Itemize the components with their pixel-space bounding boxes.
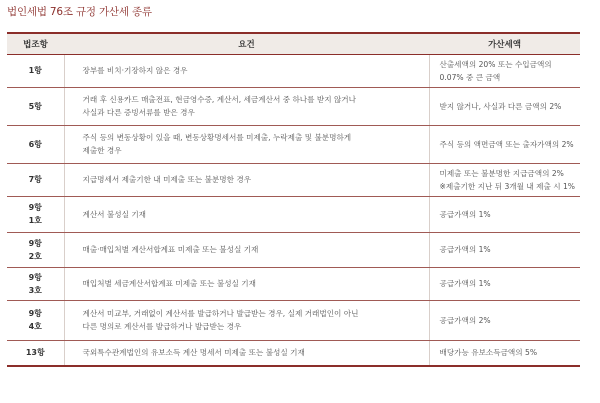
table-row bbox=[7, 54, 580, 87]
penalty-text: 공급가액의 1% bbox=[439, 279, 491, 288]
table-row bbox=[7, 125, 580, 163]
penalty-text: 배당가능 유보소득금액의 5% bbox=[439, 348, 538, 358]
penalty-cell bbox=[429, 54, 580, 87]
penalty-table bbox=[7, 32, 580, 367]
header-penalty: 가산세액 bbox=[429, 33, 580, 54]
requirement-text: 사실과 다른 증빙서류를 받은 경우 bbox=[82, 108, 195, 117]
penalty-text: 주식 등의 액면금액 또는 출자가액의 2% bbox=[439, 139, 574, 149]
page-title: 법인세법 76조 규정 가산세 종류 bbox=[7, 6, 152, 18]
penalty-text: 공급가액의 2% bbox=[439, 315, 491, 325]
article-cell bbox=[7, 163, 64, 196]
table-row bbox=[7, 340, 580, 366]
requirement-text: 계산서 미교부, 거래없이 계산서를 발급하거나 발급받는 경우, 실제 거래법인이 아닌 bbox=[82, 309, 359, 318]
article-text: 13항 bbox=[25, 348, 45, 358]
requirement-text: 매출·매입처별 계산서합계표 미제출 또는 불성실 기재 bbox=[82, 245, 259, 254]
table-row bbox=[7, 267, 580, 300]
table-row bbox=[7, 196, 580, 232]
article-text: 2호 bbox=[28, 251, 42, 261]
requirement-cell bbox=[64, 87, 429, 125]
requirement-text: 장부를 비치·기장하지 않은 경우 bbox=[82, 66, 188, 75]
article-cell bbox=[7, 125, 64, 163]
requirement-cell bbox=[64, 340, 429, 366]
article-cell bbox=[7, 87, 64, 125]
table-row bbox=[7, 300, 580, 340]
table-row bbox=[7, 232, 580, 267]
article-text: 1항 bbox=[28, 66, 42, 75]
article-text: 9항 bbox=[28, 238, 42, 248]
penalty-cell bbox=[429, 196, 580, 232]
penalty-text: 산출세액의 20% 또는 수입금액의 bbox=[439, 59, 552, 69]
requirement-cell bbox=[64, 54, 429, 87]
article-text: 1호 bbox=[28, 216, 42, 225]
header-requirement: 요건 bbox=[64, 33, 429, 54]
requirement-cell bbox=[64, 125, 429, 163]
requirement-text: 매입처별 세금계산서합계표 미제출 또는 불성실 기재 bbox=[82, 279, 256, 288]
requirement-text: 제출한 경우 bbox=[82, 146, 122, 155]
table-header-row bbox=[7, 33, 580, 54]
article-text: 4호 bbox=[28, 322, 42, 331]
article-cell bbox=[7, 300, 64, 340]
requirement-cell bbox=[64, 232, 429, 267]
requirement-cell bbox=[64, 300, 429, 340]
penalty-text: ※제출기한 지난 뒤 3개월 내 제출 시 1% bbox=[439, 181, 575, 191]
article-cell bbox=[7, 267, 64, 300]
table-row bbox=[7, 163, 580, 196]
article-cell bbox=[7, 196, 64, 232]
article-text: 9항 bbox=[28, 309, 42, 318]
article-text: 5항 bbox=[28, 101, 42, 111]
article-text: 9항 bbox=[28, 272, 42, 282]
article-text: 6항 bbox=[28, 139, 42, 149]
requirement-cell bbox=[64, 196, 429, 232]
penalty-cell bbox=[429, 163, 580, 196]
requirement-text: 주식 등의 변동상황이 있을 때, 변동상황명세서를 미제출, 누락제출 및 불분명하게 bbox=[82, 133, 352, 142]
article-cell bbox=[7, 232, 64, 267]
penalty-text: 공급가액의 1% bbox=[439, 245, 491, 254]
article-cell bbox=[7, 340, 64, 366]
penalty-cell bbox=[429, 125, 580, 163]
requirement-text: 거래 후 신용카드 매출전표, 현금영수증, 계산서, 세금계산서 중 하나를 받지 않거나 bbox=[82, 95, 356, 104]
penalty-text: 0.07% 중 큰 금액 bbox=[439, 72, 501, 82]
table-row bbox=[7, 87, 580, 125]
header-article: 법조항 bbox=[7, 33, 64, 54]
article-text: 3호 bbox=[28, 285, 42, 295]
penalty-cell bbox=[429, 340, 580, 366]
penalty-text: 공급가액의 1% bbox=[439, 209, 491, 219]
penalty-cell bbox=[429, 87, 580, 125]
article-text: 7항 bbox=[28, 175, 42, 184]
requirement-text: 지급명세서 제출기한 내 미제출 또는 불분명한 경우 bbox=[82, 175, 252, 184]
penalty-cell bbox=[429, 300, 580, 340]
requirement-cell bbox=[64, 267, 429, 300]
article-text: 9항 bbox=[28, 203, 42, 212]
requirement-text: 다른 명의로 계산서를 발급하거나 발급받는 경우 bbox=[82, 322, 242, 331]
penalty-text: 받지 않거나, 사실과 다른 금액의 2% bbox=[439, 101, 562, 111]
penalty-cell bbox=[429, 267, 580, 300]
requirement-cell bbox=[64, 163, 429, 196]
penalty-cell bbox=[429, 232, 580, 267]
penalty-text: 미제출 또는 불분명한 지급금액의 2% bbox=[439, 168, 564, 178]
requirement-text: 계산서 불성실 기재 bbox=[82, 209, 147, 219]
requirement-text: 국외특수관계법인의 유보소득 계산 명세서 미제출 또는 불성실 기재 bbox=[82, 348, 305, 358]
article-cell bbox=[7, 54, 64, 87]
